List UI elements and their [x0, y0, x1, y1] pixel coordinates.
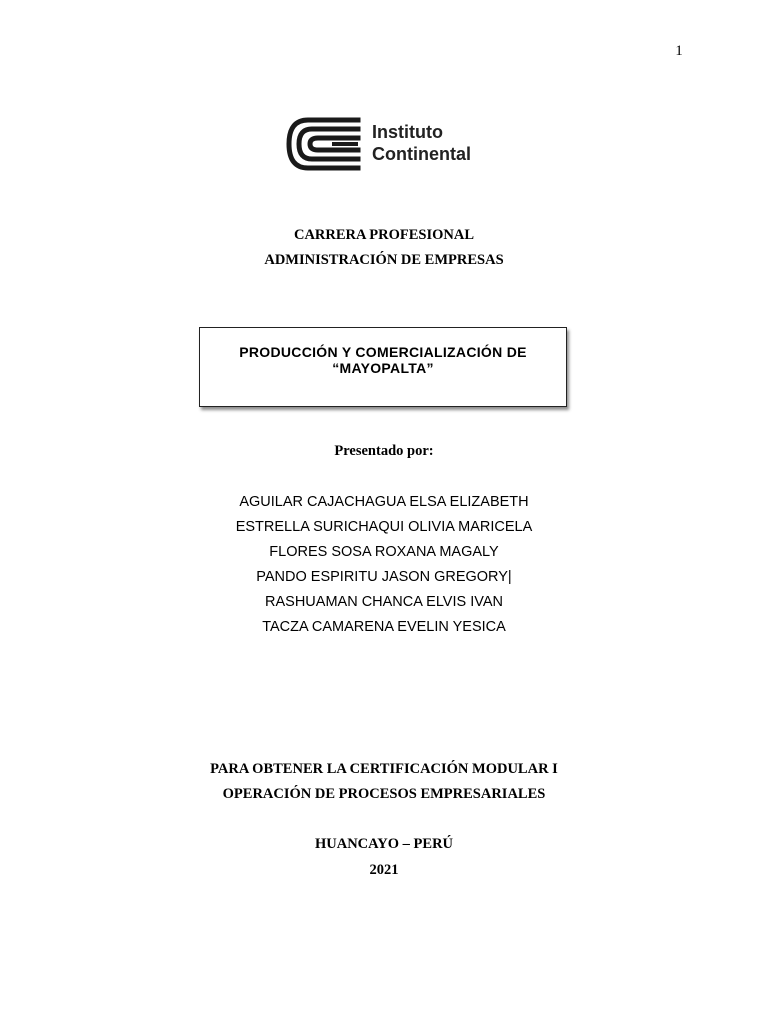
purpose-line-2: OPERACIÓN DE PROCESOS EMPRESARIALES — [222, 786, 546, 802]
logo-line-2: Continental — [372, 144, 471, 164]
author-name: FLORES SOSA ROXANA MAGALY — [269, 544, 499, 560]
author-name: ESTRELLA SURICHAQUI OLIVIA MARICELA — [235, 519, 533, 535]
institute-logo-mark-icon — [286, 115, 366, 173]
project-title-box — [199, 327, 567, 407]
location: HUANCAYO – PERÚ — [314, 836, 454, 852]
author-name: RASHUAMAN CHANCA ELVIS IVAN — [265, 594, 503, 610]
project-title — [200, 344, 566, 376]
project-title-line-2: “MAYOPALTA” — [332, 360, 434, 376]
career-name: ADMINISTRACIÓN DE EMPRESAS — [264, 252, 504, 268]
career-heading: CARRERA PROFESIONAL — [293, 227, 475, 243]
purpose-line-1: PARA OBTENER LA CERTIFICACIÓN MODULAR I — [210, 761, 558, 777]
presented-by-label: Presentado por: — [334, 443, 434, 459]
logo-line-1: Instituto — [372, 122, 443, 142]
author-name: PANDO ESPIRITU JASON GREGORY| — [256, 569, 512, 585]
institute-logo-wordmark — [372, 121, 471, 165]
page-number: 1 — [675, 43, 683, 59]
author-name: AGUILAR CAJACHAGUA ELSA ELIZABETH — [239, 494, 529, 510]
authors-list — [0, 490, 768, 640]
author-name: TACZA CAMARENA EVELIN YESICA — [262, 619, 506, 635]
project-title-line-1: PRODUCCIÓN Y COMERCIALIZACIÓN DE — [239, 344, 527, 360]
institute-logo — [286, 115, 486, 173]
year: 2021 — [369, 862, 399, 878]
